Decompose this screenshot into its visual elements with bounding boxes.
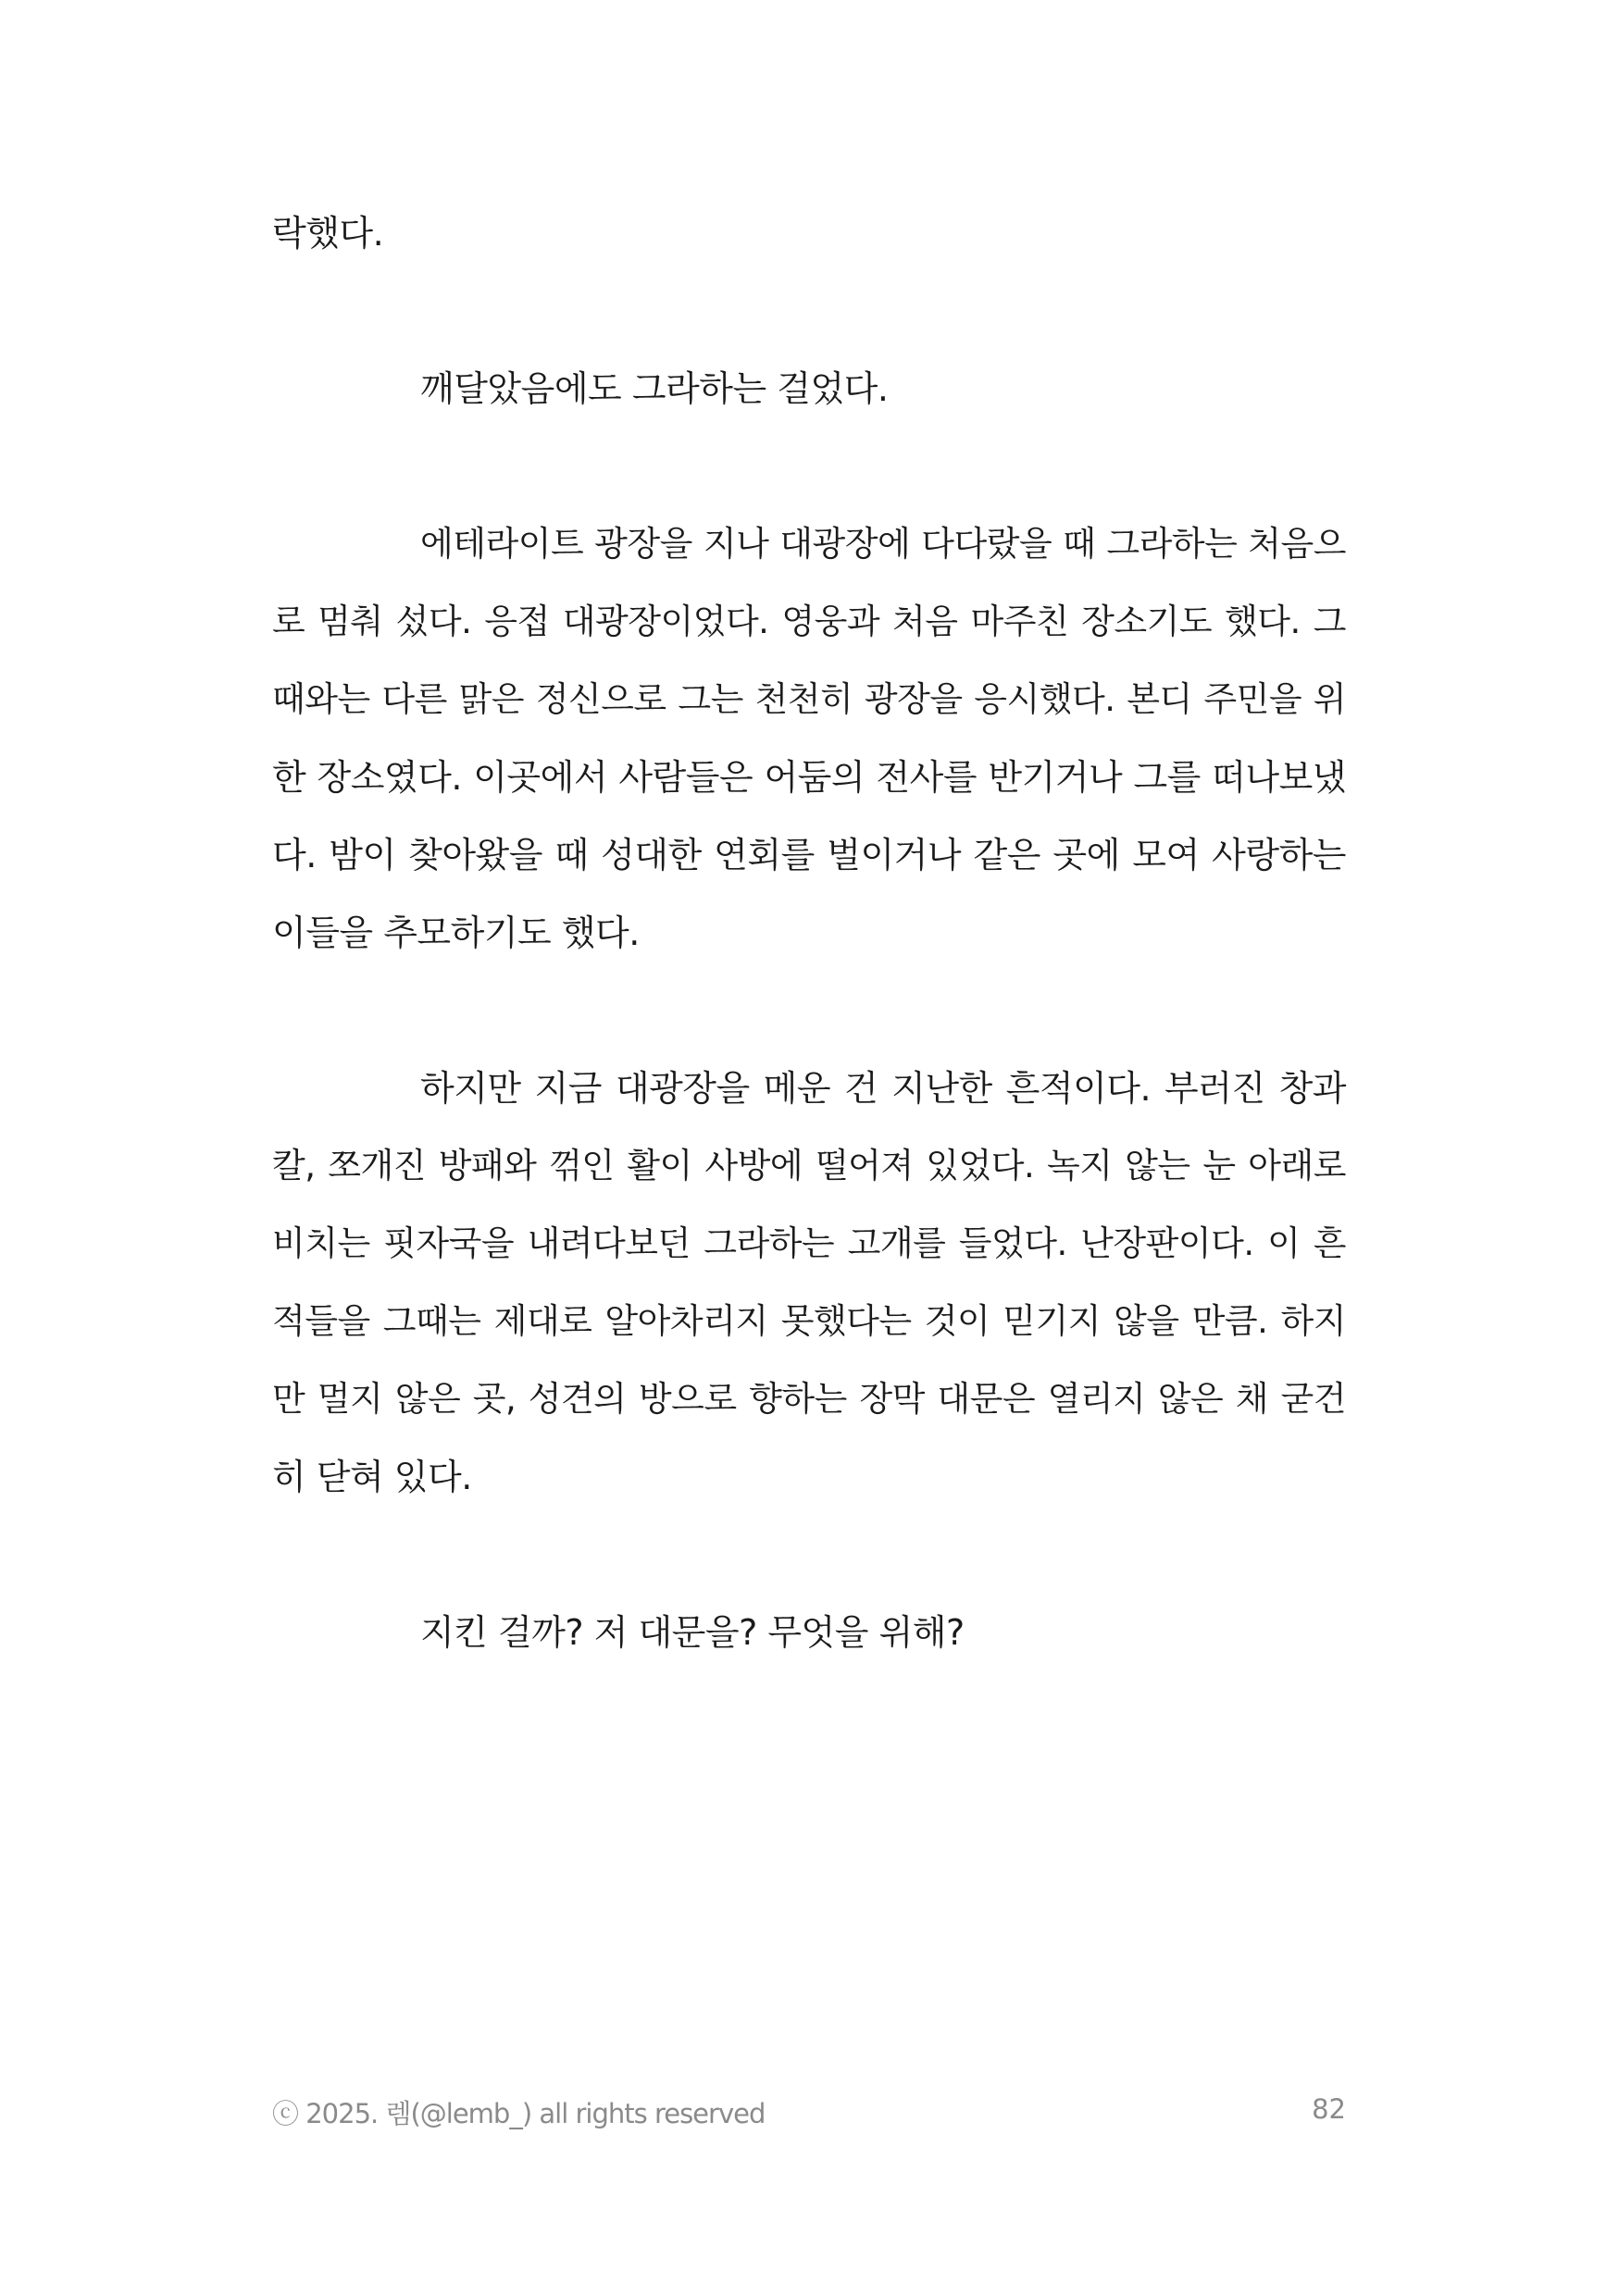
paragraph-1-line-1: 락했다.: [272, 213, 384, 254]
paragraph-gap: [272, 1516, 1346, 1594]
paragraph-4-line-4: 적들을 그때는 제대로 알아차리지 못했다는 것이 믿기지 않을 만큼. 하지: [272, 1301, 1346, 1341]
paragraph-4-line-2: 칼, 쪼개진 방패와 꺾인 활이 사방에 떨어져 있었다. 녹지 않는 눈 아래로: [272, 1146, 1346, 1185]
paragraph-gap: [272, 272, 1346, 350]
paragraph-3-line-3: 때와는 다른 맑은 정신으로 그는 천천히 광장을 응시했다. 본디 주민을 위: [272, 679, 1346, 719]
paragraph-gap: [272, 972, 1346, 1049]
paragraph-gap: [272, 428, 1346, 505]
body-text: [272, 194, 1346, 1671]
paragraph-5-line-1: 지킨 걸까? 저 대문을? 무엇을 위해?: [420, 1612, 965, 1653]
paragraph-4-line-3: 비치는 핏자국을 내려다보던 그라하는 고개를 들었다. 난장판이다. 이 흔: [272, 1223, 1346, 1263]
paragraph-3-line-2: 로 멈춰 섰다. 응접 대광장이었다. 영웅과 처음 마주친 장소기도 했다. 그: [272, 602, 1346, 641]
paragraph-3-line-1: 에테라이트 광장을 지나 대광장에 다다랐을 때 그라하는 처음으: [420, 524, 1346, 564]
paragraph-2-line-1: 깨달았음에도 그라하는 걸었다.: [420, 368, 889, 409]
paragraph-4-line-6: 히 닫혀 있다.: [272, 1457, 472, 1497]
paragraph-4-line-1: 하지만 지금 대광장을 메운 건 지난한 흔적이다. 부러진 창과: [420, 1068, 1346, 1109]
page-number: 82: [1312, 2093, 1346, 2125]
page-footer: [272, 2093, 1346, 2130]
copyright-notice: ⓒ 2025. 렘(@lemb_) all rights reserved: [272, 2098, 766, 2129]
paragraph-3-line-6: 이들을 추모하기도 했다.: [272, 912, 640, 953]
paragraph-3-line-5: 다. 밤이 찾아왔을 때 성대한 연회를 벌이거나 같은 곳에 모여 사랑하는: [272, 835, 1346, 875]
paragraph-3-line-4: 한 장소였다. 이곳에서 사람들은 어둠의 전사를 반기거나 그를 떠나보냈: [272, 757, 1346, 798]
paragraph-4-line-5: 만 멀지 않은 곳, 성견의 방으로 향하는 장막 대문은 열리지 않은 채 굳건: [272, 1379, 1346, 1419]
